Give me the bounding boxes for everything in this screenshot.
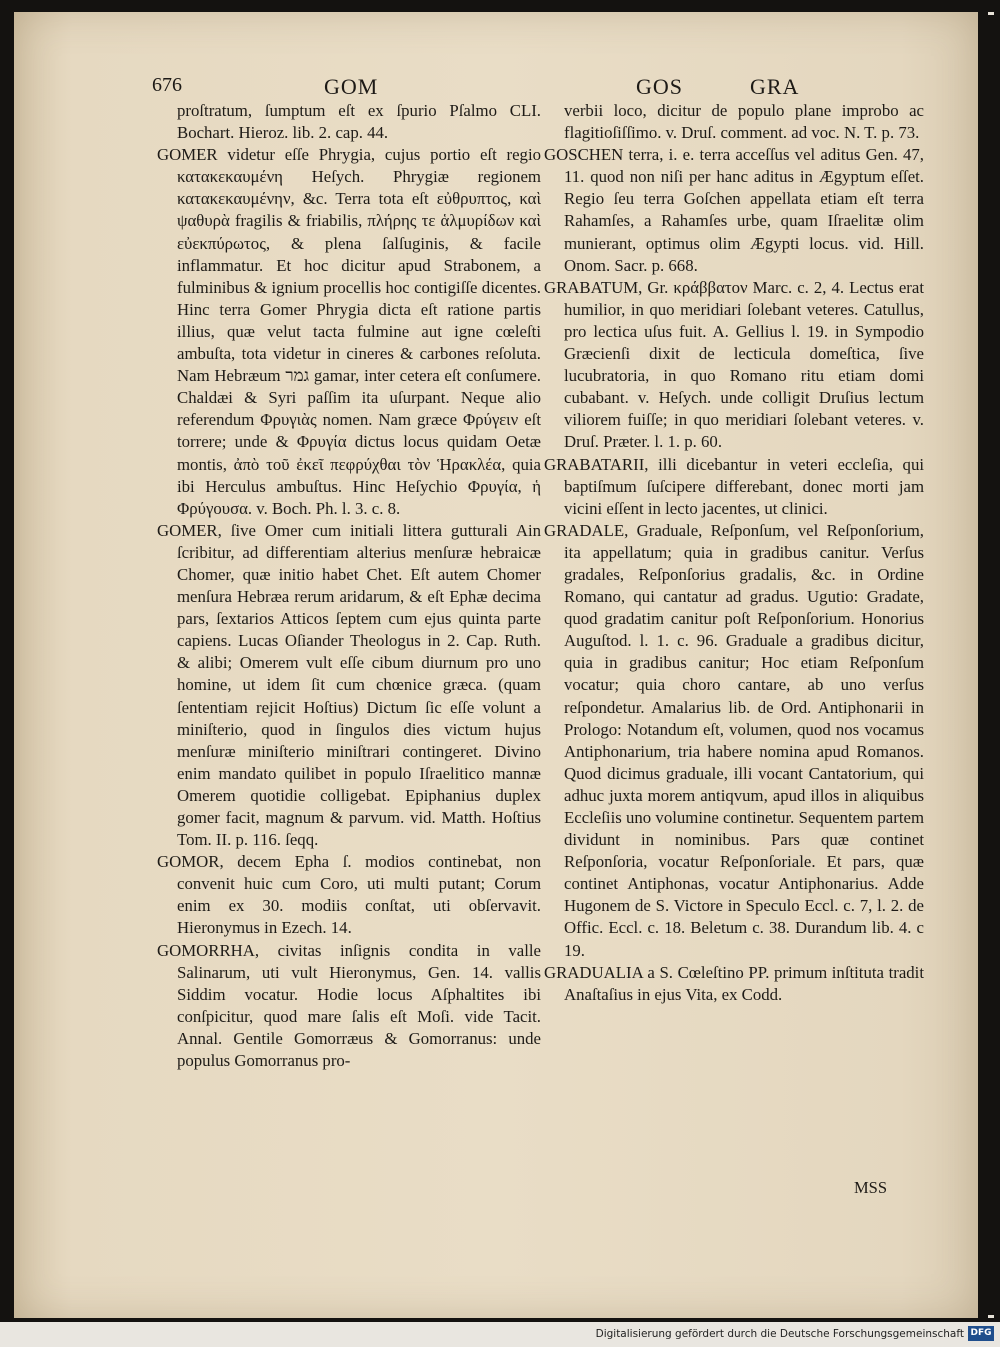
- entry-paragraph: GRADALE, Graduale, Reſponſum, vel Reſponſorium, ita appellatum; quia in gradibus canitur. Verſus gradales, Reſponſorius gradalis, &c. in Ordine Romano, qui cantatur ad gradus. Ugutio: Gradate, quod gradatim canitur poſt Reſponſorium. Honorius Auguſtod. l. 1. c. 96. Graduale a gradibus dicitur, quia in gradibus canitur; Hoc etiam Reſponſum vocatur; quia choro cantare, ab uno verſus reſpondetur. Amalarius lib. de Ord. Antiphonarii in Prologo: Notandum eſt, volumen, quod nos vocamus Antiphonarium, tria habere nomina apud Romanos. Quod dicimus graduale, illi vocant Cantatorium, qui adhuc juxta morem antiqvum, apud illos in aliquibus Eccleſiis uno volumine continetur. Sequentem partem dividunt in nominibus. Pars quæ continet Reſponſoria, vocatur Reſponſoriale. Et pars, quæ continet Antiphonas, vocatur Antiphonarius. Adde Hugonem de S. Victore in Speculo Eccl. c. 7, l. 2. de Offic. Eccl. c. 18. Beletum c. 38. Durandum lib. 4. c 19.: [544, 520, 924, 960]
- entry-paragraph: GOMER videtur eſſe Phrygia, cujus portio eſt regio κατακεκαυμένη Heſych. Phrygiæ regionem κατακεκαυμένην, &c. Terra tota eſt εὐθρυπτος, καὶ ψαθυρὰ fragilis & friabilis, πλήρης τε ἁλμυρίδων καὶ εὐεκπύρωτος, & plena ſalſuginis, & facile inflammatur. Et hoc dicitur apud Strabonem, a fulminibus & ignium procellis hoc contigiſſe dicentes. Hinc terra Gomer Phrygia dicta eſt ratione partis illius, quæ velut tacta fulmine aut igne cœleſti ambuſta, tota videtur in cineres & carbones reſoluta. Nam Hebræum גמר gamar, inter cetera eſt conſumere. Chaldæi & Syri paſſim ita uſurpant. Neque alio referendum Φρυγιὰς nomen. Nam græce Φρύγειν eſt torrere; unde & Φρυγία dictus locus quidam Oetæ montis, ἀπὸ τοῦ ἐκεῖ πεφρύχθαι τὸν Ἡρακλέα, quia ibi Herculus ambuſtus. Hinc Heſychio Φρυγία, ἡ Φρύγουσα. v. Boch. Ph. l. 3. c. 8.: [157, 145, 541, 518]
- left-column: [157, 100, 541, 1072]
- dfg-logo-icon: DFG: [968, 1326, 994, 1341]
- entry-paragraph: GOMOR, decem Epha ſ. modios continebat, non convenit huic cum Coro, uti multi putant; Corum enim ex 30. modiis conſtat, uti obſervavit. Hieronymus in Ezech. 14.: [157, 852, 541, 938]
- entry-paragraph: proſtratum, ſumptum eſt ex ſpurio Pſalmo CLI. Bochart. Hieroz. lib. 2. cap. 44.: [177, 101, 541, 143]
- scan-edge-mark: [988, 12, 994, 15]
- funding-notice: Digitalisierung gefördert durch die Deutsche Forschungsgemeinschaft: [595, 1328, 964, 1340]
- entry-paragraph: GRABATUM, Gr. κράββατον Marc. c. 2, 4. Lectus erat humilior, in quo meridiari ſolebant veteres. Catullus, pro lectica uſus fuit. A. Gellius l. 19. in Sympodio Græcienſi dixit de lecticula domeſtica, ſive lucubratoria, in quo Romano ritu etiam domi cubabant. v. Heſych. unde colligit Druſius lectum viliorem fuiſſe; in quo meridiari ſolebant veteres. v. Druſ. Præter. l. 1. p. 60.: [544, 277, 924, 452]
- headword-middle: GOS: [636, 74, 684, 99]
- catchword: MSS: [854, 1178, 888, 1197]
- entry-paragraph: verbii loco, dicitur de populo plane improbo ac flagitioſiſſimo. v. Druſ. comment. ad voc. N. T. p. 73.: [564, 101, 924, 143]
- entry-paragraph: GOMORRHA, civitas inſignis condita in valle Salinarum, uti vult Hieronymus, Gen. 14. vallis Siddim vocatur. Hodie locus Aſphaltites ibi conſpicitur, quod mare ſalis eſt Moſi. vide Tacit. Annal. Gentile Gomorræus & Gomorranus: unde populus Gomorranus pro-: [157, 940, 541, 1071]
- entry-paragraph: GRABATARII, illi dicebantur in veteri eccleſia, qui baptiſmum ſuſcipere differebant, donec morti jam vicini eſſent in lecto jacentes, ut clinici.: [544, 454, 924, 518]
- entry-paragraph: GRADUALIA a S. Cœleſtino PP. primum inſtituta tradit Anaſtaſius in ejus Vita, ex Codd.: [544, 962, 924, 1004]
- page-number: 676: [152, 74, 182, 96]
- footer-bar: [0, 1322, 1000, 1347]
- headword-right: GRA: [750, 74, 800, 99]
- entry-paragraph: GOSCHEN terra, i. e. terra acceſſus vel aditus Gen. 47, 11. quod non niſi per hanc aditus in Ægyptum eſſet. Regio ſeu terra Goſchen appellata etiam eſt terra Rahamſes, a Rahamſes urbe, quam Iſraelitæ olim munierant, optimus olim Ægypti locus. vid. Hill. Onom. Sacr. p. 668.: [544, 145, 924, 275]
- book-page: [14, 12, 978, 1318]
- right-column: [544, 100, 924, 1006]
- headword-left: GOM: [324, 74, 379, 99]
- entry-paragraph: GOMER, ſive Omer cum initiali littera gutturali Ain ſcribitur, ad differentiam alterius menſuræ hebraicæ Chomer, quæ initio habet Chet. Eſt autem Chomer menſura Hebræa rerum aridarum, & eſt Ephæ decima pars, ſextarios Atticos ſeptem cum ejus quinta parte capiens. Lucas Oſiander Theologus in 2. Cap. Ruth. & alibi; Omerem vult eſſe cibum diurnum pro uno homine, ut idem ſit cum chœnice græca. (quam ſententiam rejicit Hoſtius) Dictum ſic eſſe volunt a miniſterio, quod in ſingulos dies victum hujus menſuræ miniſterio miniſtrari contingeret. Divino enim mandato quilibet in populo Iſraelitico mannæ Omerem quotidie colligebat. Epiphanius duplex gomer facit, magnum & parvum. vid. Matth. Hoſtius Tom. II. p. 116. ſeqq.: [157, 520, 541, 850]
- scan-edge-mark: [988, 1315, 994, 1318]
